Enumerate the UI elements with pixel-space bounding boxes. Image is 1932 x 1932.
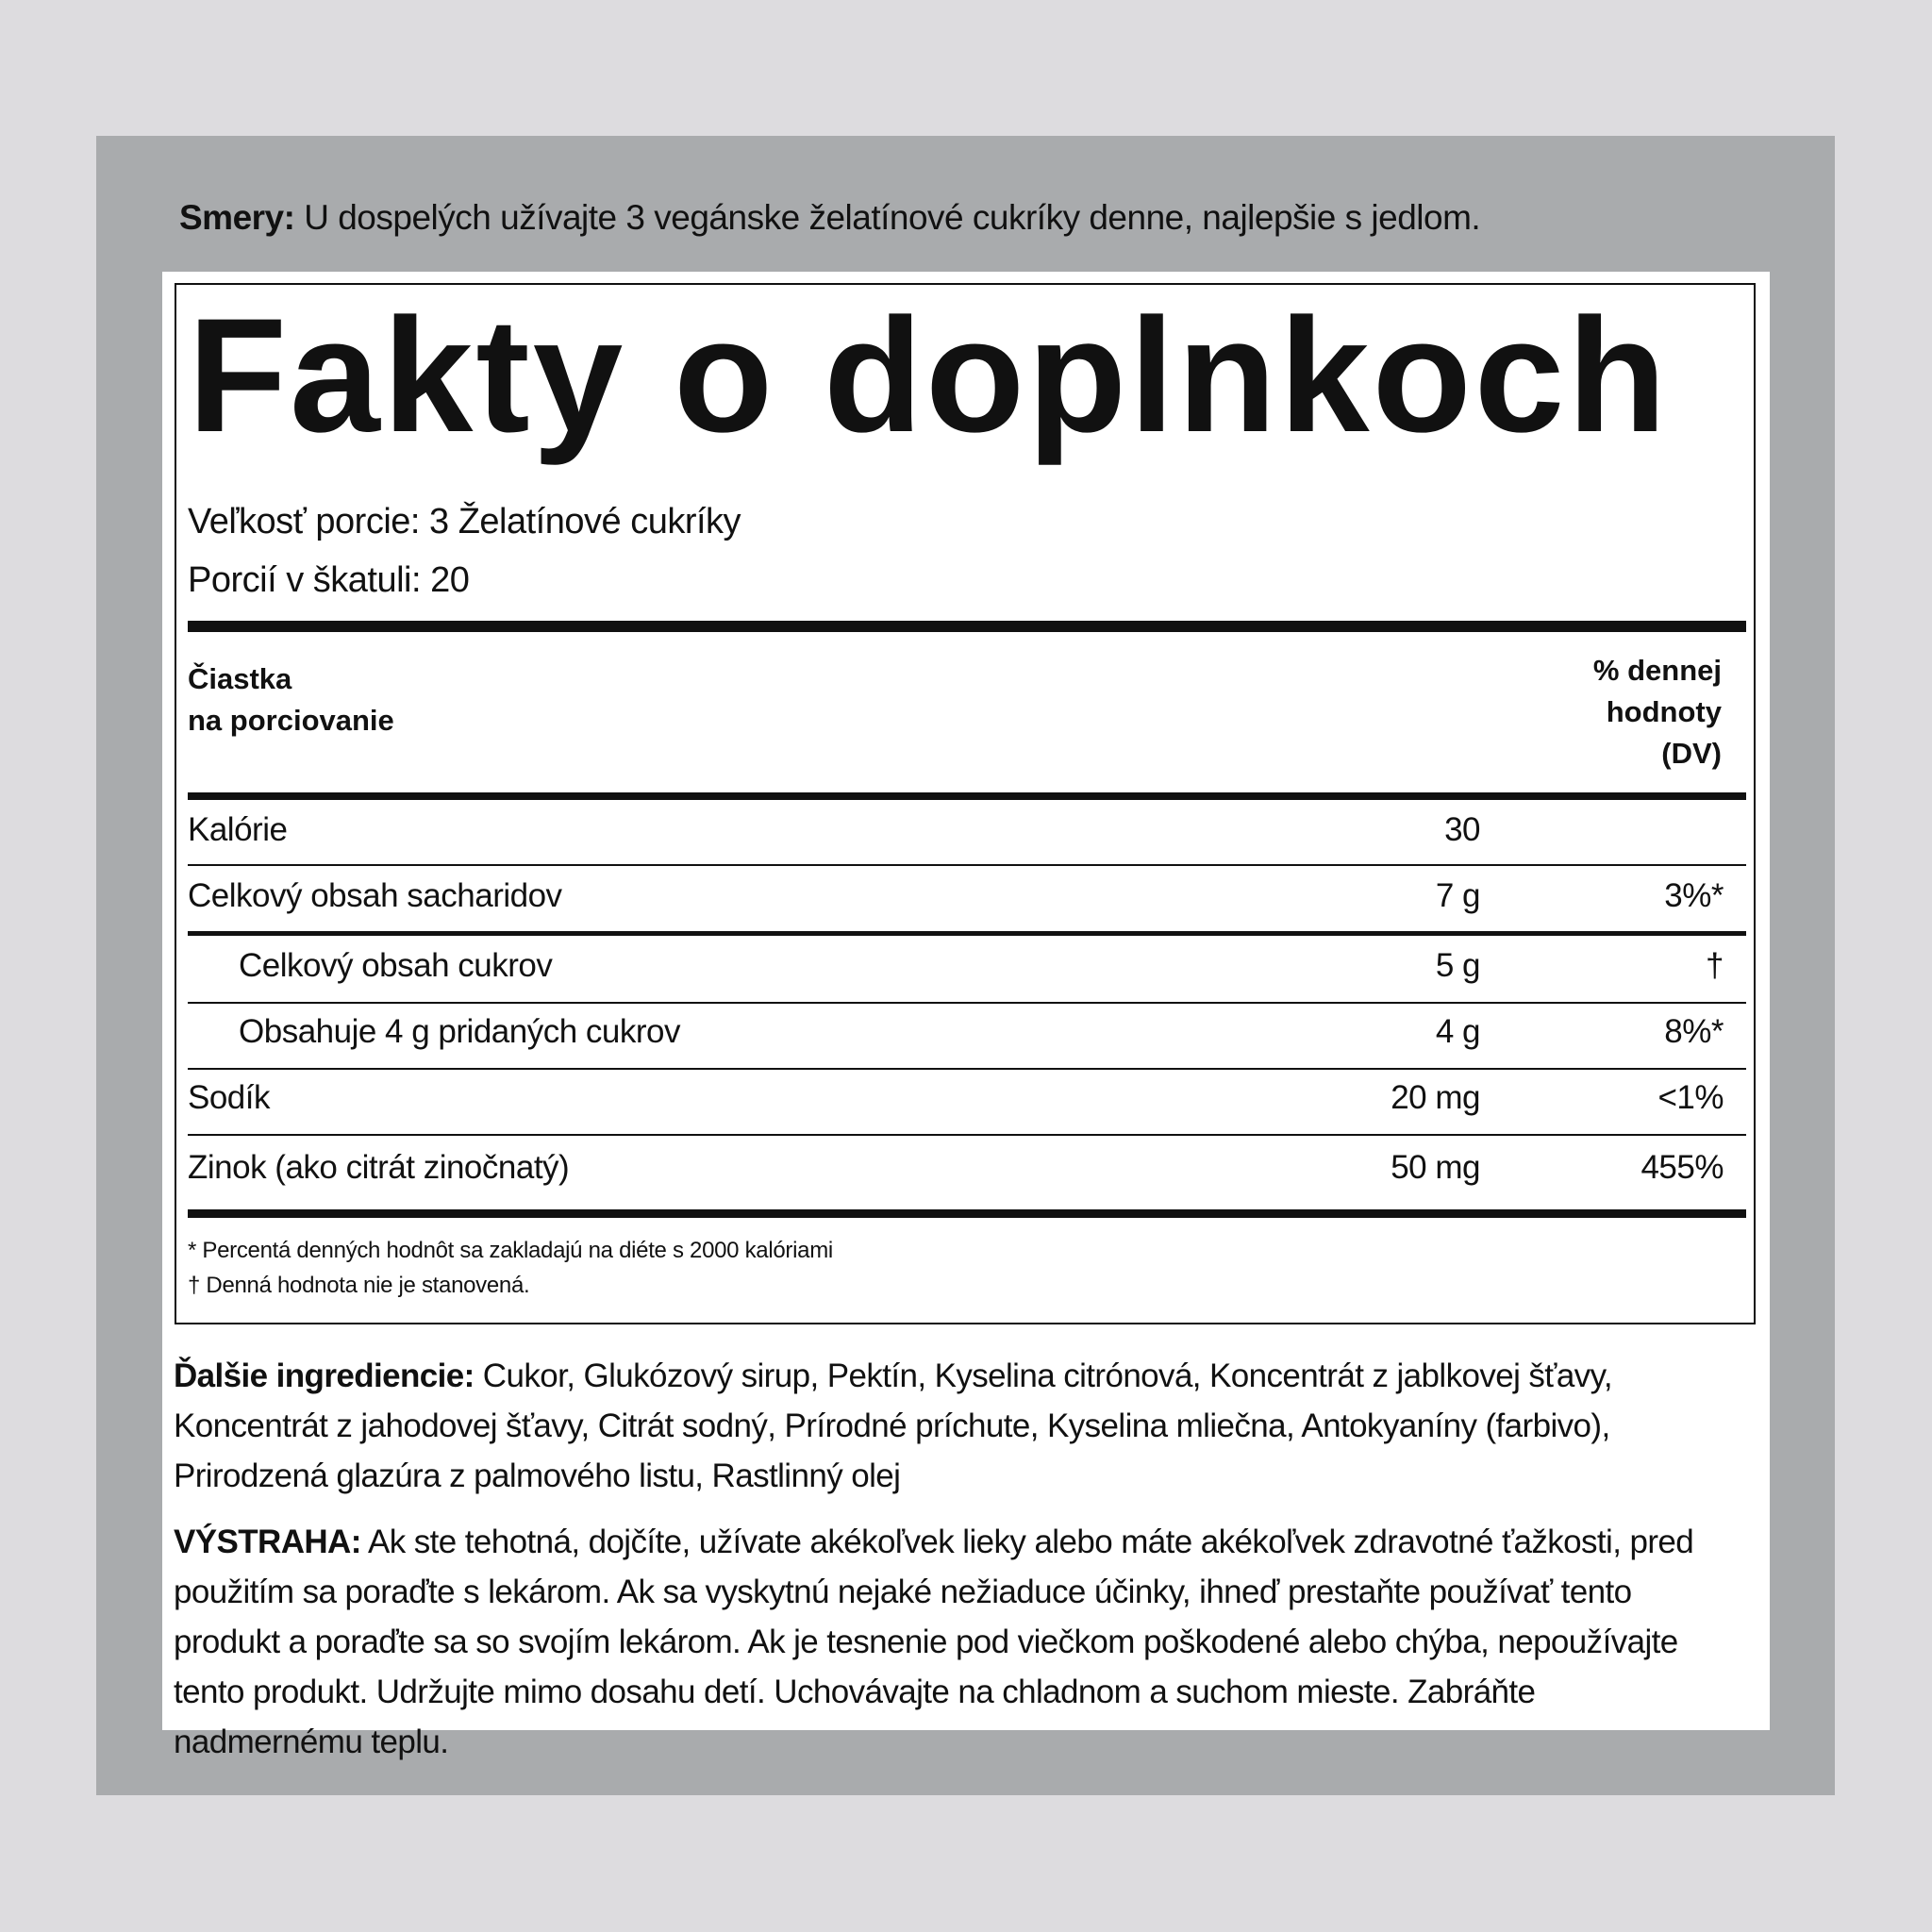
header-amount-per-serving — [188, 658, 394, 741]
header-daily-value — [1593, 650, 1722, 774]
row-divider-bold — [188, 931, 1746, 936]
nutrient-row — [188, 877, 1746, 934]
nutrient-name: Kalórie — [188, 811, 288, 848]
header-right-line-3: (DV) — [1661, 737, 1722, 770]
servings-per-container: Porcií v škatuli: 20 — [188, 560, 470, 600]
rule-thick-top — [188, 621, 1746, 632]
row-divider — [188, 864, 1746, 866]
nutrient-name: Zinok (ako citrát zinočnatý) — [188, 1149, 570, 1186]
footnote-dagger: † Denná hodnota nie je stanovená. — [188, 1273, 530, 1298]
nutrient-dv: 455% — [1641, 1149, 1724, 1186]
nutrient-amount: 50 mg — [1391, 1149, 1480, 1186]
warning-label: VÝSTRAHA: — [174, 1524, 361, 1560]
nutrient-dv: 8%* — [1664, 1013, 1724, 1050]
nutrient-name: Celkový obsah sacharidov — [188, 877, 562, 914]
rule-header-bottom — [188, 792, 1746, 800]
nutrient-row — [188, 1149, 1746, 1206]
nutrient-amount: 20 mg — [1391, 1079, 1480, 1116]
header-left-line-1: Čiastka — [188, 662, 292, 695]
nutrient-amount: 30 — [1444, 811, 1480, 848]
nutrient-dv: 3%* — [1664, 877, 1724, 914]
rule-thick-bottom — [188, 1209, 1746, 1218]
row-divider — [188, 1134, 1746, 1136]
nutrient-dv: <1% — [1657, 1079, 1724, 1116]
nutrient-row — [188, 811, 1746, 868]
nutrient-row — [188, 947, 1746, 1004]
ingredients-label: Ďalšie ingrediencie: — [174, 1357, 475, 1394]
nutrient-name: Celkový obsah cukrov — [239, 947, 553, 984]
header-left-line-2: na porciovanie — [188, 704, 394, 737]
nutrient-row — [188, 1013, 1746, 1070]
nutrient-amount: 7 g — [1435, 877, 1480, 914]
directions-line — [179, 198, 1480, 238]
serving-size: Veľkosť porcie: 3 Želatínové cukríky — [188, 502, 741, 541]
row-divider — [188, 1002, 1746, 1004]
supplement-facts-box — [175, 283, 1756, 1324]
nutrient-amount: 5 g — [1435, 947, 1480, 984]
nutrient-amount: 4 g — [1435, 1013, 1480, 1050]
directions-text: U dospelých užívajte 3 vegánske želatínové cukríky denne, najlepšie s jedlom. — [294, 198, 1481, 237]
row-divider — [188, 1068, 1746, 1070]
facts-title: Fakty o doplnkoch — [188, 285, 1670, 466]
footnote-daily-values: * Percentá denných hodnôt sa zakladajú na diéte s 2000 kalóriami — [188, 1238, 833, 1263]
header-right-line-2: hodnoty — [1606, 695, 1722, 728]
nutrient-name: Obsahuje 4 g pridaných cukrov — [239, 1013, 680, 1050]
ingredients-text: Cukor, Glukózový sirup, Pektín, Kyselina citrónová, Koncentrát z jablkovej šťavy, Koncentrát z jahodovej šťavy, Citrát sodný, Prírodné príchute, Kyselina mliečna, Antokyaníny (farbivo), Prirodzená glazúra z palmového listu, Rastlinný olej — [174, 1357, 1613, 1494]
nutrient-row — [188, 1079, 1746, 1136]
header-right-line-1: % dennej — [1592, 654, 1722, 687]
ingredients-paragraph — [174, 1351, 1730, 1501]
directions-label: Smery: — [179, 198, 295, 237]
nutrient-dv: † — [1706, 947, 1724, 984]
nutrient-name: Sodík — [188, 1079, 270, 1116]
warning-paragraph — [174, 1517, 1730, 1767]
warning-text: Ak ste tehotná, dojčíte, užívate akékoľvek lieky alebo máte akékoľvek zdravotné ťažkosti, pred použitím sa poraďte s lekárom. Ak sa vyskytnú nejaké nežiaduce účinky, ihneď prestaňte používať tento produkt a poraďte sa so svojím lekárom. Ak je tesnenie pod viečkom poškodené alebo chýba, nepoužívajte tento produkt. Udržujte mimo dosahu detí. Uchovávajte na chladnom a suchom mieste. Zabráňte nadmernému teplu. — [174, 1524, 1694, 1760]
